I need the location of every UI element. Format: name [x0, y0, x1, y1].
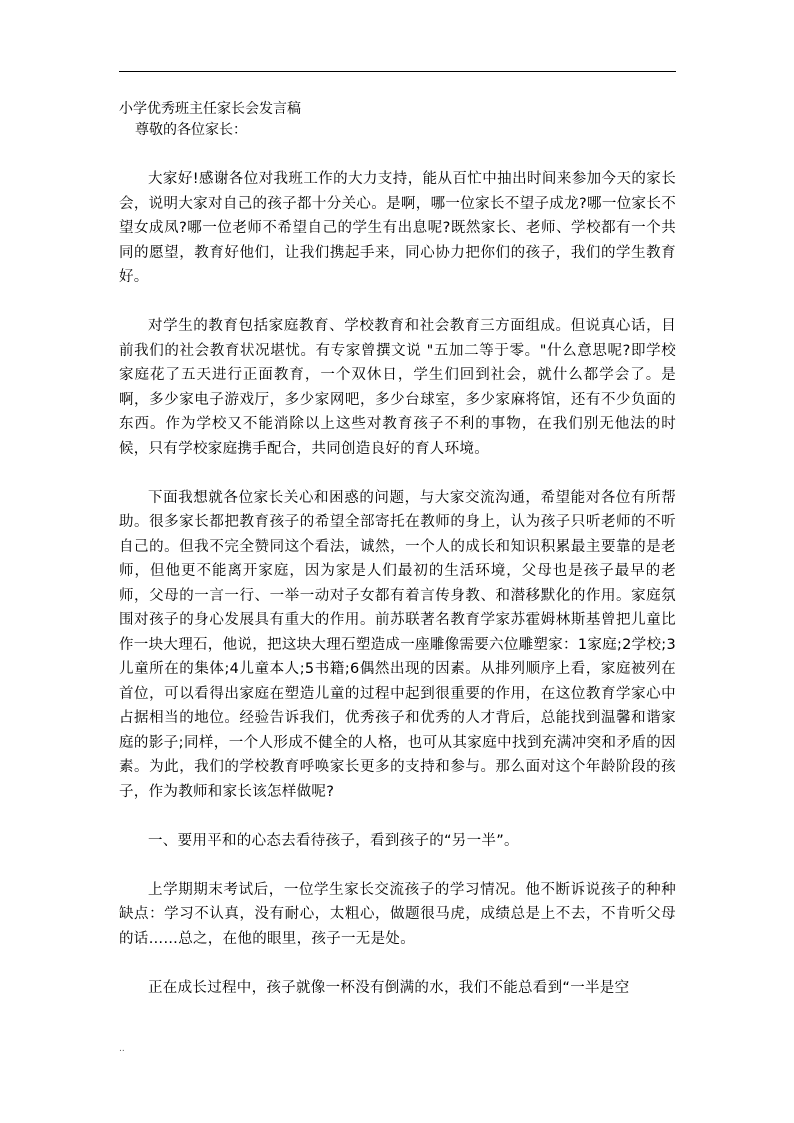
paragraph-social-education: 对学生的教育包括家庭教育、学校教育和社会教育三方面组成。但说真心话，目前我们的社会教育状况堪忧。有专家曾撰文说 "五加二等于零。"什么意思呢?即学校家庭花了五天进行正面教育，一个双休日，学生们回到社会，就什么都学会了。是啊，多少家电子游戏厅，多少家网吧，多少台球室，多少家麻将馆，还有不少负面的东西。作为学校又不能消除以上这些对教育孩子不利的事物，在我们别无他法的时候，只有学校家庭携手配合，共同创造良好的育人环境。: [119, 318, 676, 457]
footer-mark: ..: [119, 1044, 125, 1054]
paragraph-family-role: 下面我想就各位家长关心和困惑的问题，与大家交流沟通，希望能对各位有所帮助。很多家长都把教育孩子的希望全部寄托在教师的身上，认为孩子只听老师的不听自己的。但我不完全赞同这个看法，诚然，一个人的成长和知识积累最主要靠的是老师，但他更不能离开家庭，因为家是人们最初的生活环境，父母也是孩子最早的老师，父母的一言一行、一举一动对子女都有着言传身教、和潜移默化的作用。家庭氛围对孩子的身心发展具有重大的作用。前苏联著名教育学家苏霍姆林斯基曾把儿童比作一块大理石，他说，把这块大理石塑造成一座雕像需要六位雕塑家：1家庭;2学校;3儿童所在的集体;4儿童本人;5书籍;6偶然出现的因素。从排列顺序上看，家庭被列在首位，可以看得出家庭在塑造儿童的过程中起到很重要的作用，在这位教育学家心中占据相当的地位。经验告诉我们，优秀孩子和优秀的人才背后，总能找到温馨和谐家庭的影子;同样，一个人形成不健全的人格，也可从其家庭中找到充满冲突和矛盾的因素。为此，我们的学校教育呼唤家长更多的支持和参与。那么面对这个年龄阶段的孩子，作为教师和家长该怎样做呢?: [119, 489, 676, 800]
salutation: 尊敬的各位家长：: [135, 122, 247, 138]
document-title: 小学优秀班主任家长会发言稿: [119, 101, 301, 117]
section-heading-one: 一、要用平和的心态去看待孩子，看到孩子的“另一半”。: [148, 832, 519, 849]
paragraph-parent-example: 上学期期末考试后，一位学生家长交流孩子的学习情况。他不断诉说孩子的种种缺点：学习不认真，没有耐心，太粗心，做题很马虎，成绩总是上不去，不肯听父母的话……总之，在他的眼里，孩子一无是处。: [119, 881, 676, 947]
paragraph-half-glass: 正在成长过程中，孩子就像一杯没有倒满的水，我们不能总看到“一半是空: [148, 979, 630, 996]
document-body: [119, 100, 676, 1000]
header-rule: [119, 71, 676, 72]
paragraph-greeting: 大家好!感谢各位对我班工作的大力支持，能从百忙中抽出时间来参加今天的家长会，说明大家对自己的孩子都十分关心。是啊，哪一位家长不望子成龙?哪一位家长不望女成凤?哪一位老师不希望自己的学生有出息呢?既然家长、老师、学校都有一个共同的愿望，教育好他们，让我们携起手来，同心协力把你们的孩子，我们的学生教育好。: [119, 171, 676, 285]
